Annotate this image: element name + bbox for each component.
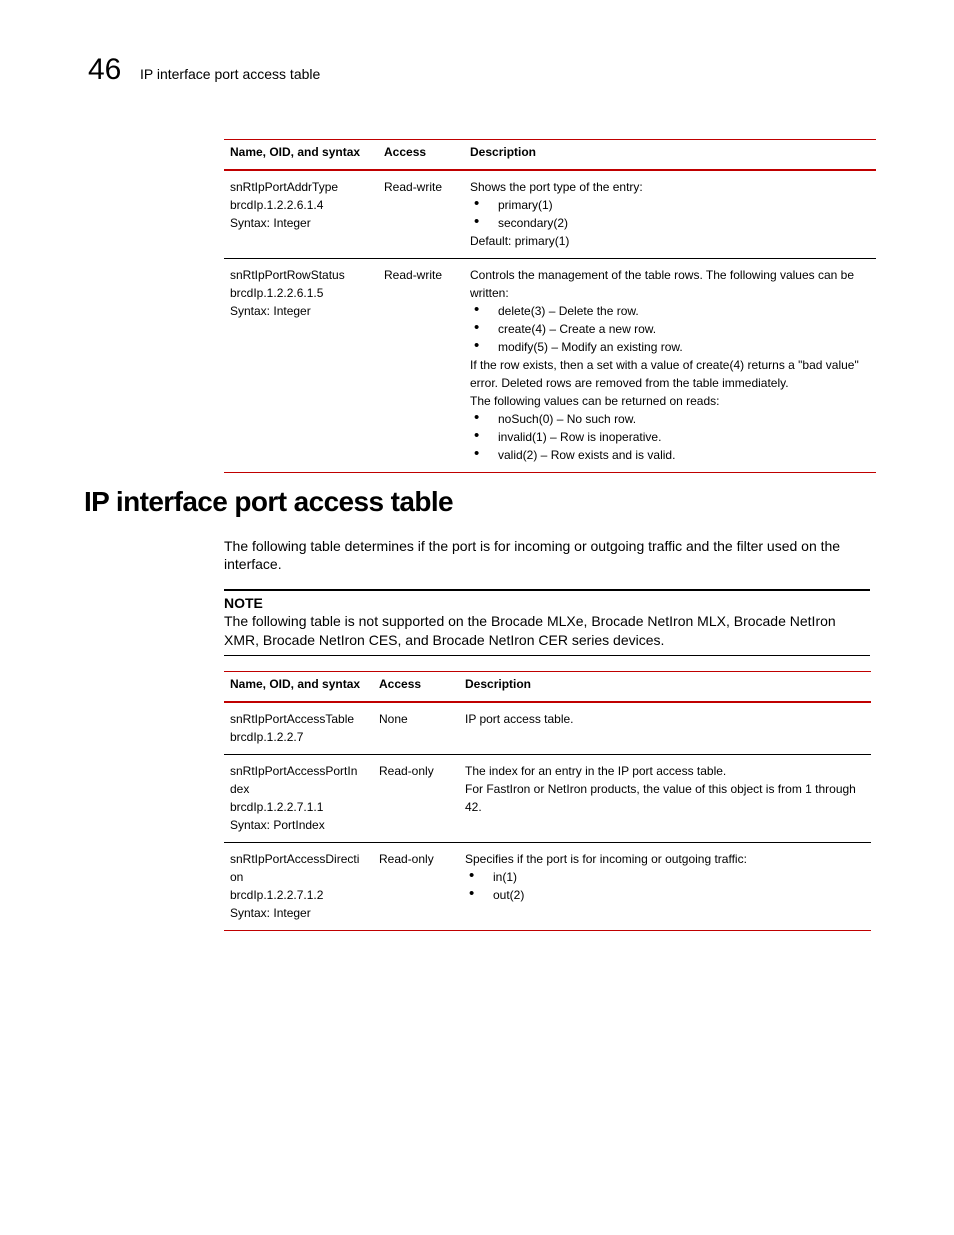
- list-item: • invalid(1) – Row is inoperative.: [470, 428, 870, 446]
- column-header-access: Access: [384, 145, 427, 159]
- mib-table-port-access: [224, 671, 871, 931]
- description-text: For FastIron or NetIron products, the value of this object is from 1 through 42.: [465, 782, 856, 814]
- name-cell: [224, 843, 373, 931]
- description-text: Specifies if the port is for incoming or outgoing traffic:: [465, 852, 747, 866]
- object-syntax: Syntax: Integer: [230, 304, 311, 318]
- object-name: snRtIpPortAccessDirecti: [230, 852, 360, 866]
- description-text: Controls the management of the table rows. The following values can be written:: [470, 268, 854, 300]
- access-cell: Read-write: [384, 180, 443, 194]
- list-item: • valid(2) – Row exists and is valid.: [470, 446, 870, 464]
- table-row: [224, 843, 871, 931]
- object-oid: brcdIp.1.2.2.7: [230, 730, 304, 744]
- table-header-row: [224, 140, 876, 171]
- table-header-row: [224, 672, 871, 703]
- table-row: [224, 259, 876, 473]
- bullet-list: [465, 868, 865, 904]
- table-row: [224, 170, 876, 259]
- name-cell: [224, 259, 378, 473]
- object-name: snRtIpPortAddrType: [230, 180, 339, 194]
- access-cell: Read-only: [379, 852, 434, 866]
- note-text: The following table is not supported on the Brocade MLXe, Brocade NetIron MLX, Brocade NetIron XMR, Brocade NetIron CES, and Brocade NetIron CER series devices.: [224, 613, 836, 648]
- object-name-continued: on: [230, 870, 244, 884]
- column-header-name: Name, OID, and syntax: [230, 145, 361, 159]
- list-item: • secondary(2): [470, 214, 870, 232]
- description-cell: [464, 259, 876, 473]
- name-cell: [224, 755, 373, 843]
- list-item: • out(2): [465, 886, 865, 904]
- list-item: • create(4) – Create a new row.: [470, 320, 870, 338]
- bullet-list: [470, 196, 870, 232]
- object-syntax: Syntax: Integer: [230, 216, 311, 230]
- description-text: The following values can be returned on reads:: [470, 394, 720, 408]
- description-text: Shows the port type of the entry:: [470, 180, 643, 194]
- access-cell: Read-only: [379, 764, 434, 778]
- column-header-description: Description: [470, 145, 537, 159]
- chapter-number: 46: [88, 53, 122, 86]
- object-name: snRtIpPortRowStatus: [230, 268, 345, 282]
- bullet-list: [470, 302, 870, 356]
- table-row: [224, 755, 871, 843]
- object-name: snRtIpPortAccessPortIn: [230, 764, 358, 778]
- mib-table-port-addr: [224, 139, 876, 473]
- description-cell: [459, 755, 871, 843]
- list-item: • delete(3) – Delete the row.: [470, 302, 870, 320]
- object-syntax: Syntax: PortIndex: [230, 818, 325, 832]
- section-title: IP interface port access table: [84, 486, 453, 517]
- object-name: snRtIpPortAccessTable: [230, 712, 355, 726]
- description-text: The index for an entry in the IP port access table.: [465, 764, 727, 778]
- note-label: NOTE: [224, 595, 263, 611]
- column-header-description: Description: [465, 677, 532, 691]
- object-oid: brcdIp.1.2.2.7.1.2: [230, 888, 324, 902]
- object-syntax: Syntax: Integer: [230, 906, 311, 920]
- note-box: [224, 589, 870, 656]
- name-cell: [224, 170, 378, 259]
- list-item: • in(1): [465, 868, 865, 886]
- access-cell: None: [379, 712, 408, 726]
- section-intro: The following table determines if the port is for incoming or outgoing traffic and the filter used on the interface.: [224, 538, 841, 572]
- list-item: • primary(1): [470, 196, 870, 214]
- chapter-title: IP interface port access table: [140, 66, 321, 82]
- bullet-list: [470, 410, 870, 464]
- list-item: • noSuch(0) – No such row.: [470, 410, 870, 428]
- description-text: If the row exists, then a set with a value of create(4) returns a "bad value" error. Deleted rows are removed from the table immediately.: [470, 358, 859, 390]
- object-oid: brcdIp.1.2.2.7.1.1: [230, 800, 324, 814]
- object-name-continued: dex: [230, 782, 250, 796]
- list-item: • modify(5) – Modify an existing row.: [470, 338, 870, 356]
- object-oid: brcdIp.1.2.2.6.1.4: [230, 198, 324, 212]
- description-cell: IP port access table.: [465, 712, 574, 726]
- column-header-access: Access: [379, 677, 422, 691]
- name-cell: [224, 702, 373, 755]
- access-cell: Read-write: [384, 268, 443, 282]
- table-row: [224, 702, 871, 755]
- object-oid: brcdIp.1.2.2.6.1.5: [230, 286, 324, 300]
- column-header-name: Name, OID, and syntax: [230, 677, 361, 691]
- description-cell: [459, 843, 871, 931]
- description-text: Default: primary(1): [470, 234, 570, 248]
- description-cell: [464, 170, 876, 259]
